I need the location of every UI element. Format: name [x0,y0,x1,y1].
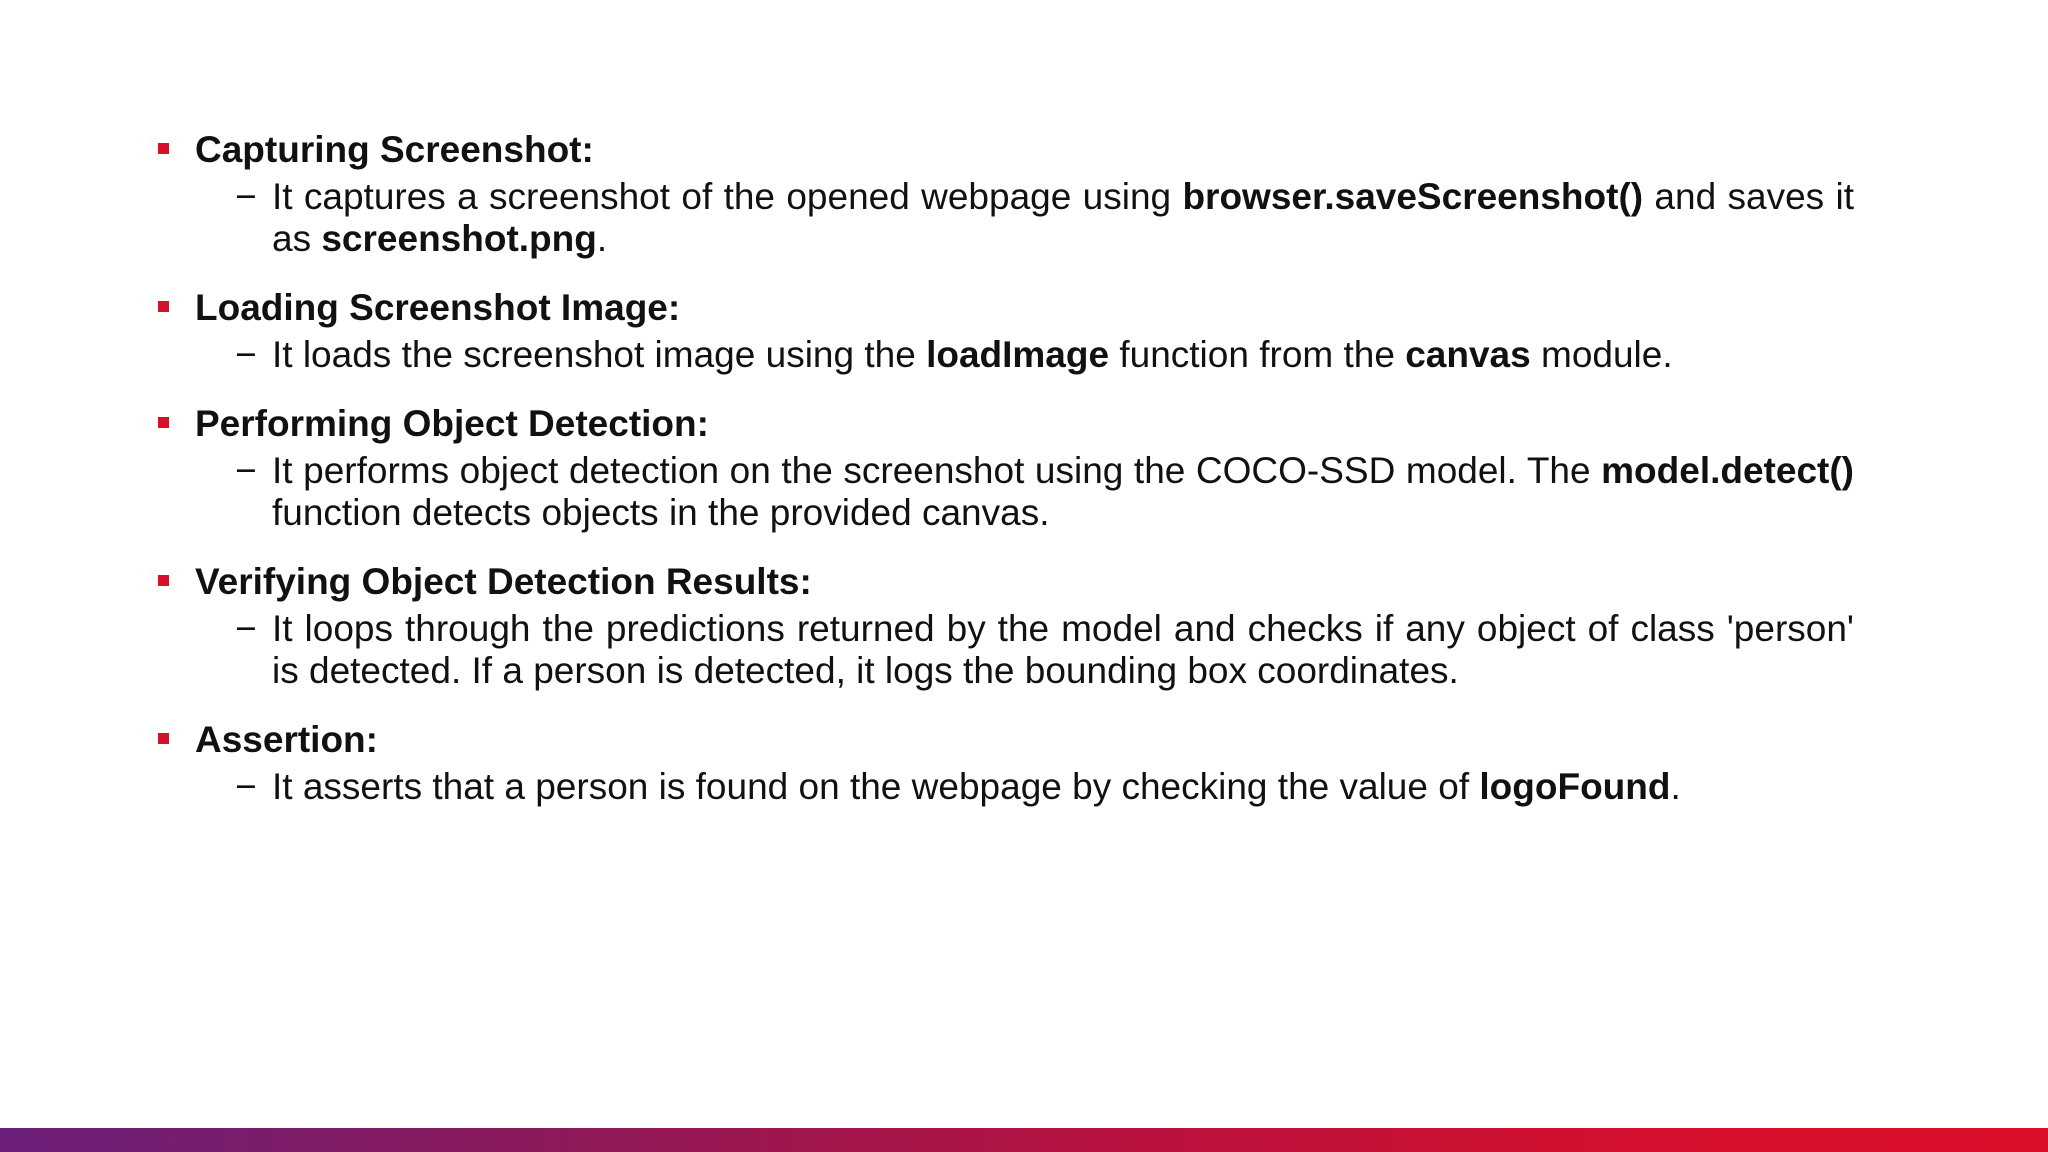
section-verifying-results [158,556,1854,692]
code-term: browser.saveScreenshot() [1182,176,1644,217]
code-term: loadImage [926,334,1110,375]
code-term: screenshot.png [321,218,597,259]
sub-bullet-text [272,334,1854,376]
section-heading: Performing Object Detection: [195,403,709,444]
text-run: It captures a screenshot of the opened webpage using [272,176,1183,217]
square-bullet-icon [158,143,169,154]
text-run: function detects objects in the provided canvas. [272,492,1050,533]
section-capturing-screenshot [158,124,1854,260]
section-heading: Loading Screenshot Image: [195,287,681,328]
text-run: function from the [1109,334,1406,375]
section-assertion [158,714,1854,808]
sub-bullet-text [272,608,1854,692]
sub-bullet-text [272,766,1854,808]
text-run: It loops through the predictions returned by the model and checks if any object of class 'person' is detected. If a person is detected, it logs the bounding box coordinates. [272,608,1854,691]
footer-gradient-bar [0,1128,2048,1152]
sub-bullet-text [272,450,1854,534]
section-heading: Verifying Object Detection Results: [195,561,812,602]
text-run: It asserts that a person is found on the webpage by checking the value of [272,766,1480,807]
text-run: . [596,218,608,259]
dash-bullet-icon: − [235,450,257,491]
square-bullet-icon [158,417,169,428]
section-heading-row [158,714,1854,766]
text-run: and saves it as [272,176,1854,259]
sub-bullet [235,176,1854,260]
section-heading-row [158,556,1854,608]
sub-bullet [235,450,1854,534]
text-run: It loads the screenshot image using the [272,334,927,375]
sub-bullet [235,766,1854,808]
section-heading-row [158,124,1854,176]
square-bullet-icon [158,733,169,744]
code-term: model.detect() [1601,450,1854,491]
section-loading-screenshot-image [158,282,1854,376]
dash-bullet-icon: − [235,766,257,807]
section-performing-object-detection [158,398,1854,534]
section-heading-row [158,282,1854,334]
section-heading: Assertion: [195,719,378,760]
sub-bullet-text [272,176,1854,260]
sub-bullet [235,334,1854,376]
dash-bullet-icon: − [235,176,257,217]
code-term: logoFound [1479,766,1671,807]
square-bullet-icon [158,575,169,586]
text-run: module. [1530,334,1673,375]
square-bullet-icon [158,301,169,312]
text-run: It performs object detection on the screenshot using the COCO-SSD model. The [272,450,1602,491]
text-run: . [1670,766,1681,807]
dash-bullet-icon: − [235,608,257,649]
dash-bullet-icon: − [235,334,257,375]
sub-bullet [235,608,1854,692]
code-term: canvas [1405,334,1531,375]
slide-content [158,124,1854,830]
section-heading: Capturing Screenshot: [195,129,594,170]
section-heading-row [158,398,1854,450]
